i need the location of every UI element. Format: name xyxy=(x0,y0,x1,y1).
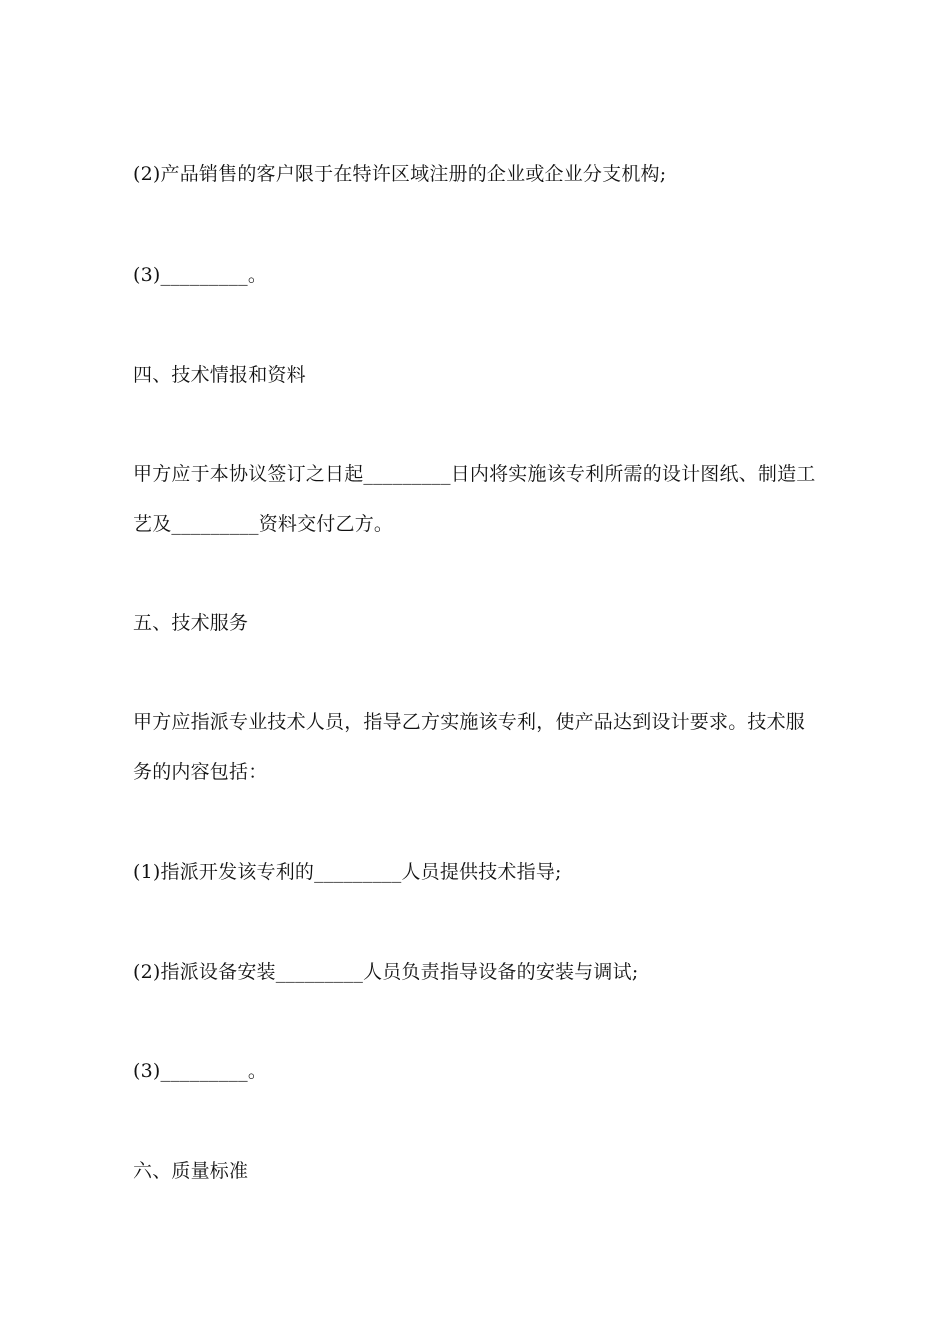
section-5-item-1: (1)指派开发该专利的_________人员提供技术指导; xyxy=(133,861,562,883)
clause-3-item-2: (2)产品销售的客户限于在特许区域注册的企业或企业分支机构; xyxy=(133,163,667,185)
section-heading-5: 五、技术服务 xyxy=(133,612,249,634)
section-5-paragraph-line-1: 甲方应指派专业技术人员，指导乙方实施该专利，使产品达到设计要求。技术服 xyxy=(133,711,806,733)
section-heading-4: 四、技术情报和资料 xyxy=(133,364,306,386)
section-heading-6: 六、质量标准 xyxy=(133,1160,249,1182)
clause-3-item-3: (3)_________。 xyxy=(133,264,268,286)
section-5-paragraph-line-2: 务的内容包括： xyxy=(133,761,268,783)
section-5-item-2: (2)指派设备安装_________人员负责指导设备的安装与调试; xyxy=(133,961,639,983)
section-4-paragraph-line-1: 甲方应于本协议签订之日起_________日内将实施该专利所需的设计图纸、制造工 xyxy=(133,463,816,485)
section-4-paragraph-line-2: 艺及_________资料交付乙方。 xyxy=(133,513,394,535)
section-5-item-3: (3)_________。 xyxy=(133,1060,268,1082)
